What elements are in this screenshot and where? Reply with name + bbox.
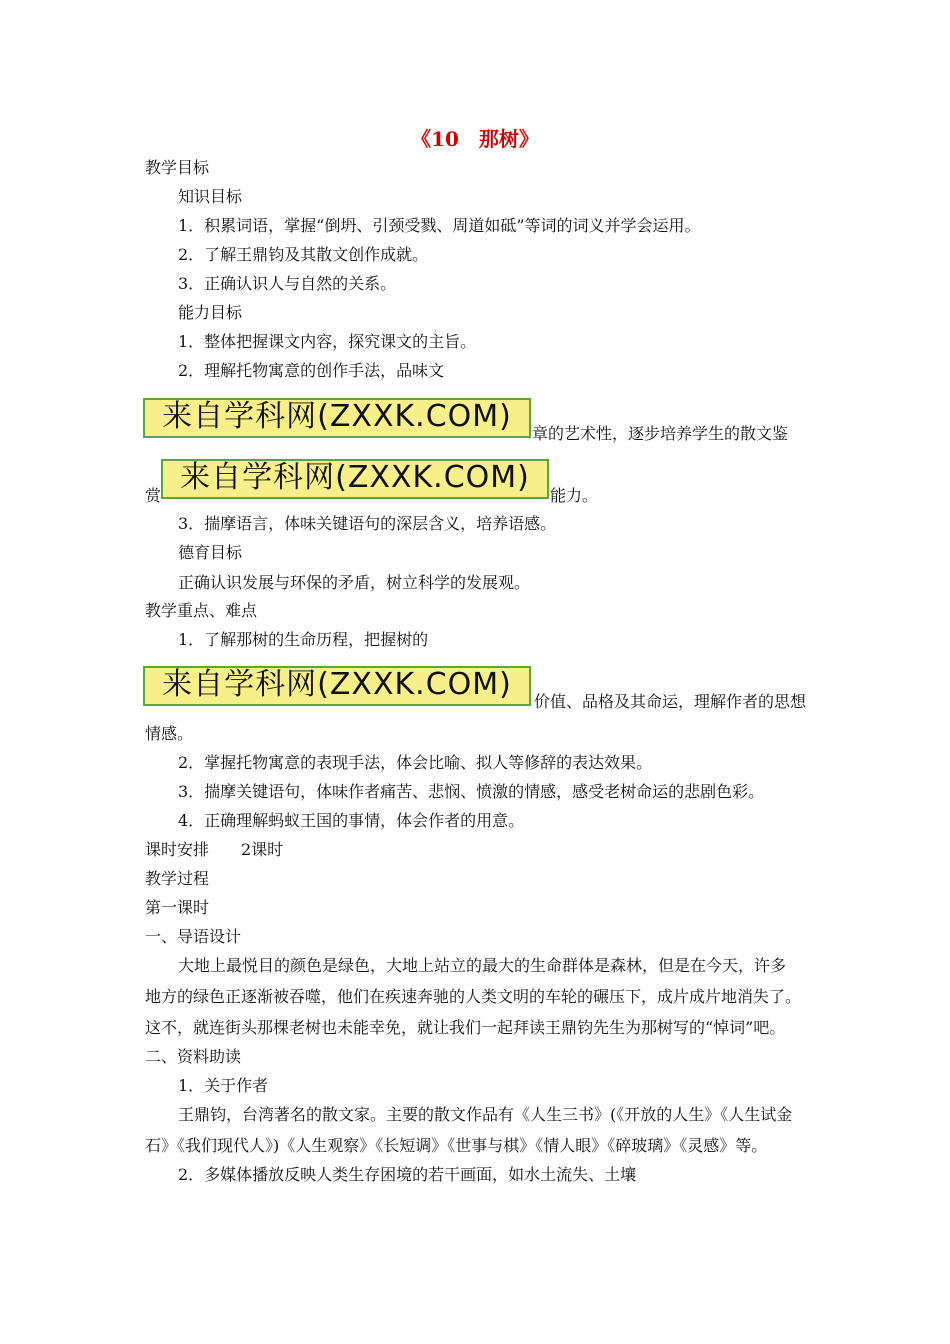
heading-first-lesson: 第一课时	[145, 898, 210, 917]
paragraph: 地方的绿色正逐渐被吞噬，他们在疾速奔驰的人类文明的车轮的碾压下，成片成片地消失了。	[145, 987, 802, 1006]
heading-teaching-goals: 教学目标	[145, 158, 210, 177]
subheading-moral-goals: 德育目标	[178, 543, 243, 562]
subheading-knowledge-goals: 知识目标	[178, 187, 243, 206]
paragraph: 1．积累词语，掌握“倒坍、引颈受戮、周道如砥”等词的词义并学会运用。	[178, 216, 701, 235]
paragraph: 这不，就连街头那棵老树也未能幸免，就让我们一起拜读王鼎钧先生为那树写的“悼词”吧。	[145, 1018, 786, 1037]
paragraph: 正确认识发展与环保的矛盾，树立科学的发展观。	[178, 573, 531, 592]
paragraph: 能力。	[550, 486, 599, 505]
paragraph: 1．关于作者	[178, 1076, 269, 1095]
heading-schedule: 课时安排 2课时	[145, 840, 284, 859]
heading-introduction: 一、导语设计	[145, 927, 242, 946]
heading-reading-materials: 二、资料助读	[145, 1047, 242, 1066]
document-title: 《10 那树》	[411, 127, 539, 151]
paragraph: 石》《我们现代人》)《人生观察》《长短调》《世事与棋》《情人眼》《碎玻璃》《灵感》等。	[145, 1136, 768, 1155]
paragraph: 3．正确认识人与自然的关系。	[178, 274, 397, 293]
paragraph: 2．掌握托物寓意的表现手法，体会比喻、拟人等修辞的表达效果。	[178, 753, 653, 772]
paragraph: 2．多媒体播放反映人类生存困境的若干画面，如水土流失、土壤	[178, 1165, 637, 1184]
watermark-banner: 来自学科网(ZXXK.COM)	[143, 398, 531, 438]
paragraph: 3．揣摩关键语句，体味作者痛苦、悲悯、愤激的情感，感受老树命运的悲剧色彩。	[178, 782, 765, 801]
paragraph: 王鼎钧，台湾著名的散文家。主要的散文作品有《人生三书》(《开放的人生》《人生试金	[178, 1105, 793, 1124]
paragraph: 4．正确理解蚂蚁王国的事情，体会作者的用意。	[178, 811, 525, 830]
paragraph: 情感。	[145, 724, 194, 743]
paragraph: 赏	[145, 486, 162, 505]
heading-teaching-process: 教学过程	[145, 869, 210, 888]
heading-key-points: 教学重点、难点	[145, 601, 258, 620]
paragraph: 1．了解那树的生命历程，把握树的	[178, 630, 429, 649]
paragraph: 章的艺术性，逐步培养学生的散文鉴	[532, 424, 789, 443]
subheading-ability-goals: 能力目标	[178, 303, 243, 322]
paragraph: 价值、品格及其命运，理解作者的思想	[534, 692, 807, 711]
paragraph: 2．理解托物寓意的创作手法，品味文	[178, 361, 445, 380]
paragraph: 3．揣摩语言，体味关键语句的深层含义，培养语感。	[178, 514, 557, 533]
watermark-banner: 来自学科网(ZXXK.COM)	[161, 459, 549, 499]
watermark-banner: 来自学科网(ZXXK.COM)	[143, 666, 531, 706]
paragraph: 1．整体把握课文内容，探究课文的主旨。	[178, 332, 477, 351]
paragraph: 2．了解王鼎钧及其散文创作成就。	[178, 245, 429, 264]
paragraph: 大地上最悦目的颜色是绿色，大地上站立的最大的生命群体是森林，但是在今天，许多	[178, 956, 787, 975]
